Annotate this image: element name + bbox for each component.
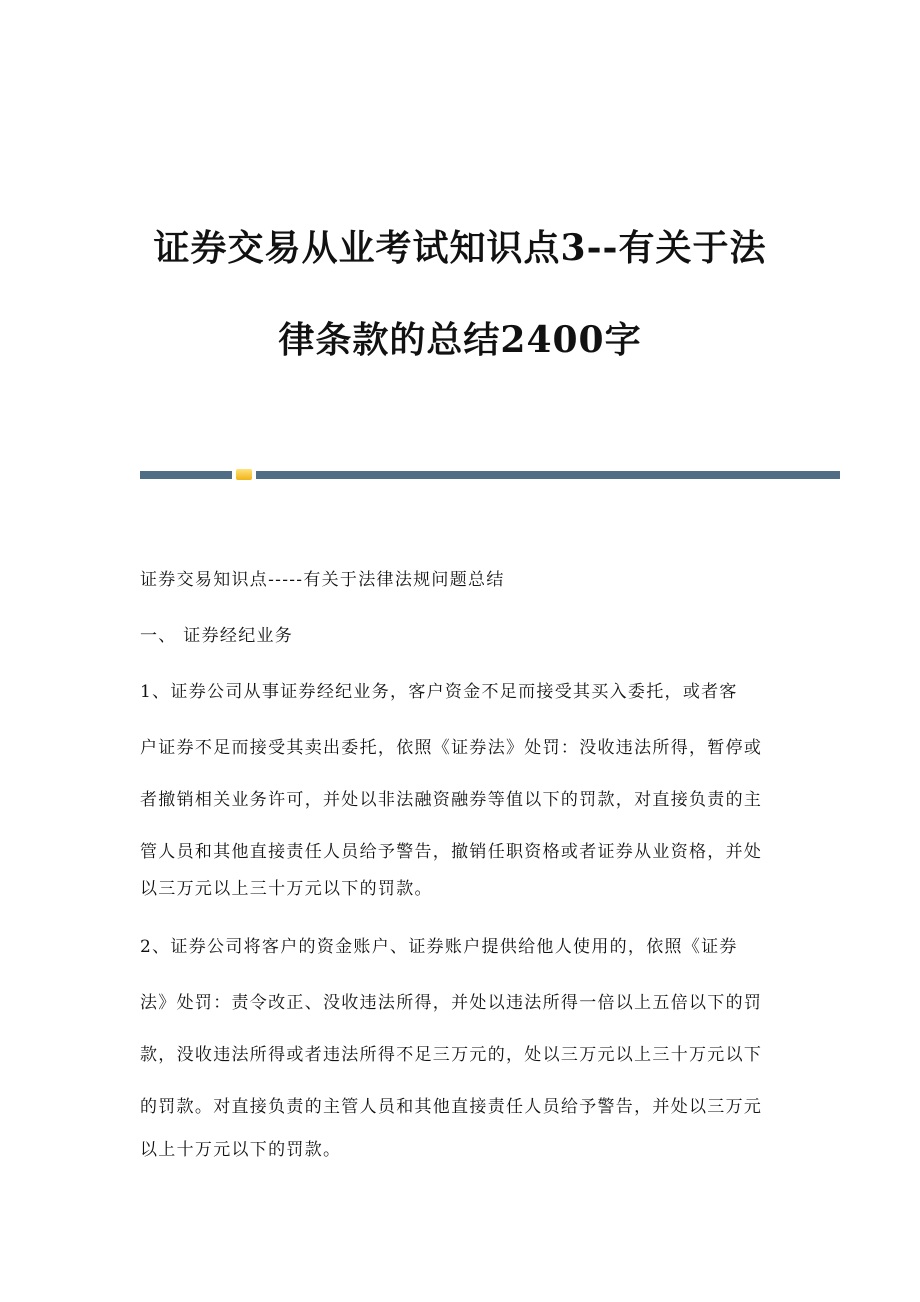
paragraph-line: 者撤销相关业务许可，并处以非法融资融券等值以下的罚款，对直接负责的主 (140, 790, 763, 810)
paragraph-line: 1、证券公司从事证券经纪业务，客户资金不足而接受其买入委托，或者客 (140, 682, 738, 702)
paragraph-line: 以上十万元以下的罚款。 (140, 1140, 342, 1160)
paragraph-line: 法》处罚：责令改正、没收违法所得，并处以违法所得一倍以上五倍以下的罚 (140, 993, 763, 1013)
divider-ornament-icon (236, 469, 252, 480)
divider-right (256, 471, 840, 479)
subsection-heading: 一、 证券经纪业务 (140, 626, 294, 646)
paragraph-line: 2、证券公司将客户的资金账户、证券账户提供给他人使用的，依照《证券 (140, 937, 738, 957)
paragraph-line: 户证券不足而接受其卖出委托，依照《证券法》处罚：没收违法所得，暂停或 (140, 738, 763, 758)
section-heading: 证券交易知识点-----有关于法律法规问题总结 (140, 570, 505, 590)
paragraph-line: 的罚款。对直接负责的主管人员和其他直接责任人员给予警告，并处以三万元 (140, 1097, 763, 1117)
paragraph-line: 管人员和其他直接责任人员给予警告，撤销任职资格或者证券从业资格，并处 (140, 842, 763, 862)
divider-left (140, 471, 232, 479)
document-title-line-2: 律条款的总结2400字 (278, 319, 642, 361)
document-title-line-1: 证券交易从业考试知识点3--有关于法 (153, 227, 767, 269)
paragraph-line: 以三万元以上三十万元以下的罚款。 (140, 879, 433, 899)
paragraph-line: 款，没收违法所得或者违法所得不足三万元的，处以三万元以上三十万元以下 (140, 1045, 763, 1065)
